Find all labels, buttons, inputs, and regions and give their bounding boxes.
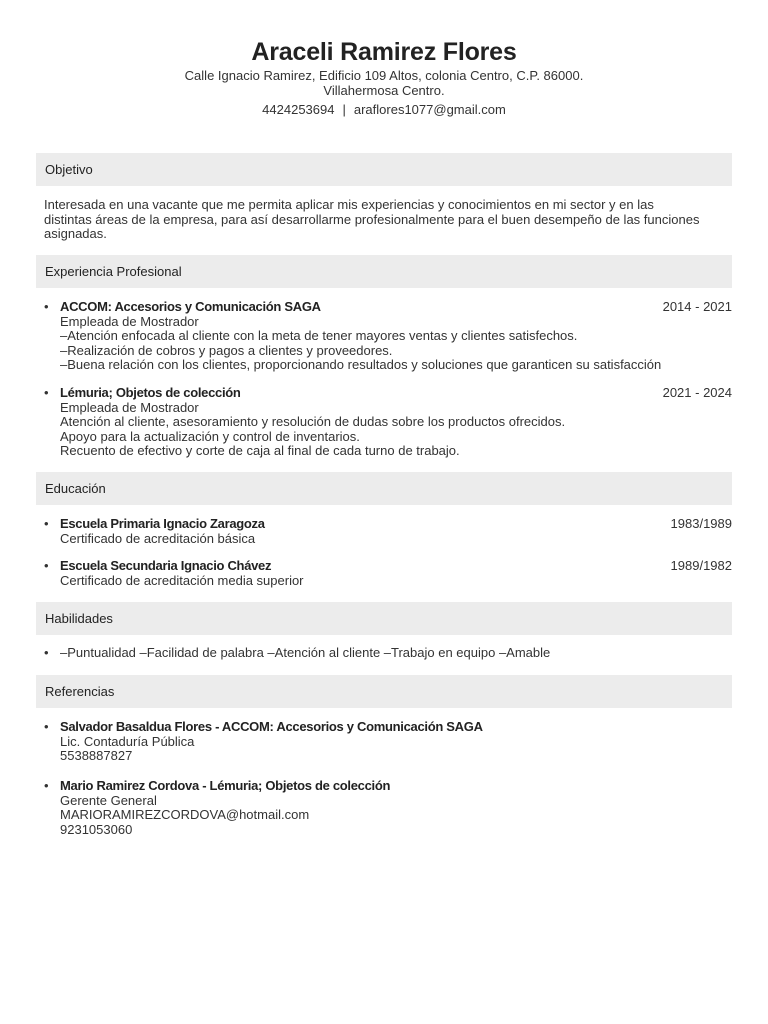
company-name: Lémuria; Objetos de colección bbox=[60, 385, 241, 400]
reference-item bbox=[44, 720, 732, 764]
skills-line: –Puntualidad –Facilidad de palabra –Atención al cliente –Trabajo en equipo –Amable bbox=[60, 645, 551, 660]
section-header-experience: Experiencia Profesional bbox=[36, 255, 732, 288]
duty-line: Atención al cliente, asesoramiento y resolución de dudas sobre los productos ofrecidos. bbox=[60, 414, 566, 430]
objective-text bbox=[44, 198, 730, 242]
bullet-icon: • bbox=[44, 516, 49, 531]
reference-name: Mario Ramirez Cordova - Lémuria; Objetos de colección bbox=[60, 778, 391, 793]
experience-item bbox=[44, 300, 732, 373]
certificate-line: Certificado de acreditación media superior bbox=[60, 572, 304, 588]
bullet-icon: • bbox=[44, 778, 49, 793]
section-header-references: Referencias bbox=[36, 675, 732, 708]
objective-line: Interesada en una vacante que me permita aplicar mis experiencias y conocimientos en mi sector y en las bbox=[44, 197, 654, 212]
company-name: ACCOM: Accesorios y Comunicación SAGA bbox=[60, 299, 321, 314]
school-name: Escuela Primaria Ignacio Zaragoza bbox=[60, 516, 265, 531]
address-line-1: Calle Ignacio Ramirez, Edificio 109 Altos, colonia Centro, C.P. 86000. bbox=[184, 68, 584, 83]
section-header-skills: Habilidades bbox=[36, 602, 732, 635]
bullet-icon: • bbox=[44, 299, 49, 314]
full-name: Araceli Ramirez Flores bbox=[251, 38, 517, 66]
reference-phone: 5538887827 bbox=[60, 748, 133, 764]
duty-line: Recuento de efectivo y corte de caja al final de cada turno de trabajo. bbox=[60, 443, 460, 459]
date-range: 2021 - 2024 bbox=[662, 385, 732, 400]
experience-item bbox=[44, 386, 732, 459]
date-range: 2014 - 2021 bbox=[662, 299, 732, 314]
education-item bbox=[44, 559, 732, 588]
email-address: araflores1077@gmail.com bbox=[353, 102, 506, 117]
job-title: Empleada de Mostrador bbox=[60, 313, 199, 329]
bullet-icon: • bbox=[44, 558, 49, 573]
bullet-icon: • bbox=[44, 719, 49, 734]
certificate-line: Certificado de acreditación básica bbox=[60, 530, 256, 546]
school-name: Escuela Secundaria Ignacio Chávez bbox=[60, 558, 272, 573]
address-line-2: Villahermosa Centro. bbox=[323, 83, 445, 98]
objective-line: asignadas. bbox=[44, 226, 107, 242]
duty-line: –Buena relación con los clientes, proporcionando resultados y soluciones que garanticen su satisfacción bbox=[60, 357, 662, 373]
objective-line: distintas áreas de la empresa, para así desarrollarme profesionalmente para el buen desempeño de las funciones bbox=[44, 211, 700, 227]
reference-detail: Lic. Contaduría Pública bbox=[60, 733, 195, 749]
date-range: 1983/1989 bbox=[670, 516, 732, 531]
contact-line bbox=[0, 102, 768, 117]
skills-item bbox=[44, 646, 732, 661]
reference-name: Salvador Basaldua Flores - ACCOM: Accesorios y Comunicación SAGA bbox=[60, 719, 483, 734]
resume-header bbox=[0, 0, 768, 117]
duty-line: –Realización de cobros y pagos a clientes y proveedores. bbox=[60, 342, 393, 358]
reference-email: MARIORAMIREZCORDOVA@hotmail.com bbox=[60, 807, 310, 823]
bullet-icon: • bbox=[44, 645, 49, 660]
bullet-icon: • bbox=[44, 385, 49, 400]
contact-separator: | bbox=[342, 102, 346, 117]
section-header-education: Educación bbox=[36, 472, 732, 505]
duty-line: Apoyo para la actualización y control de inventarios. bbox=[60, 428, 360, 444]
phone-number: 4424253694 bbox=[262, 102, 335, 117]
job-title: Empleada de Mostrador bbox=[60, 399, 199, 415]
duty-line: –Atención enfocada al cliente con la meta de tener mayores ventas y clientes satisfechos. bbox=[60, 328, 578, 344]
education-item bbox=[44, 517, 732, 546]
reference-item bbox=[44, 779, 732, 837]
date-range: 1989/1982 bbox=[670, 558, 732, 573]
section-header-objective: Objetivo bbox=[36, 153, 732, 186]
reference-detail: Gerente General bbox=[60, 792, 157, 808]
reference-phone: 9231053060 bbox=[60, 821, 133, 837]
